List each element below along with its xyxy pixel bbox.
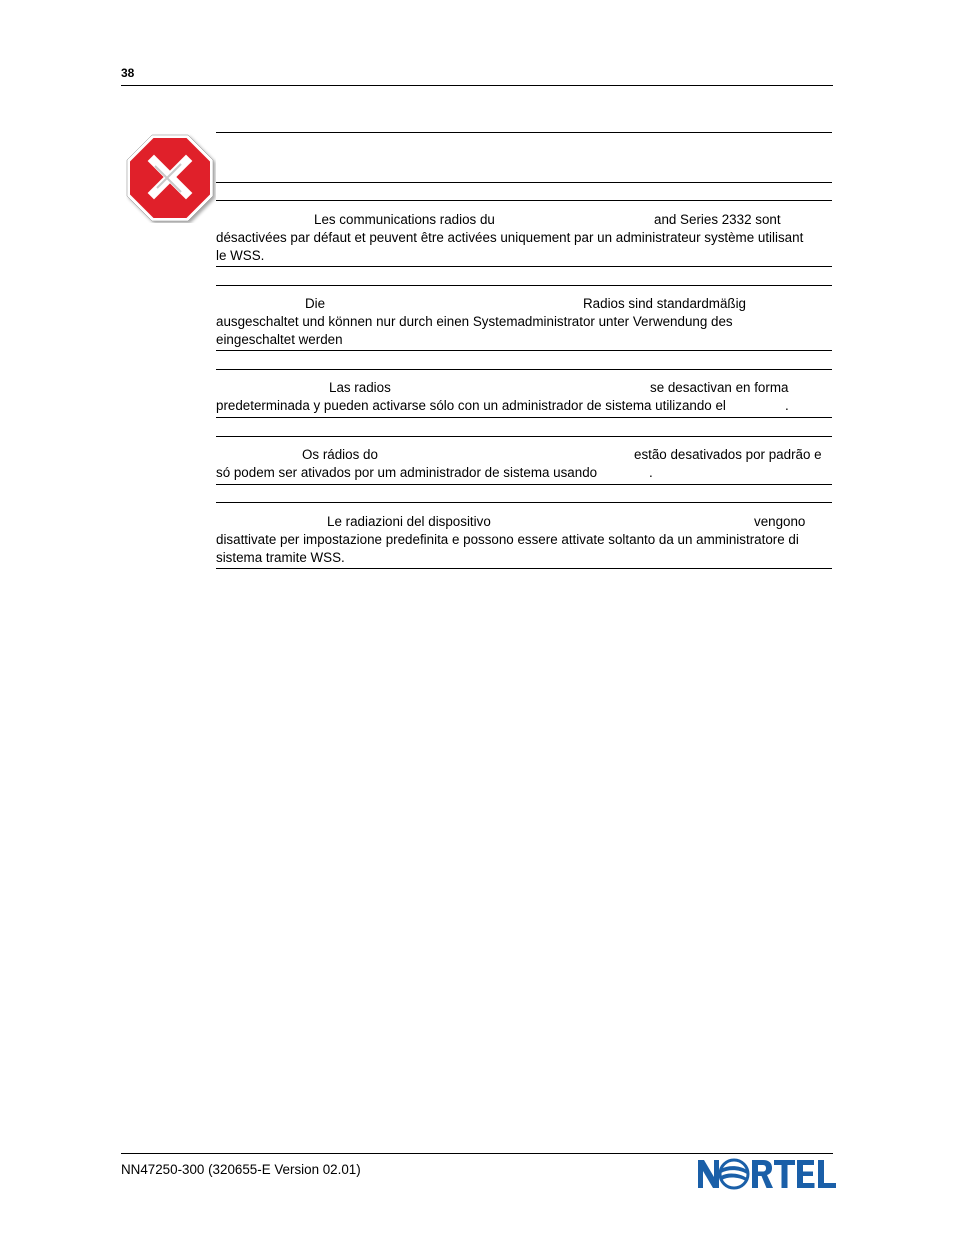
block-rule: [216, 417, 832, 418]
warning-french-line3: le WSS.: [216, 248, 265, 263]
warning-french-line2: désactivées par défaut et peuvent être activées uniquement par un administrateur système utilisant: [216, 230, 804, 245]
block-rule: [216, 350, 832, 351]
warning-german-line1b: Radios sind standardmäßig: [583, 296, 747, 311]
warning-italian-line2: disattivate per impostazione predefinita e possono essere attivate soltanto da un amministratore di: [216, 532, 799, 547]
stop-error-icon: [126, 133, 216, 223]
page-number: 38: [121, 66, 135, 80]
warning-german-line2: ausgeschaltet und können nur durch einen Systemadministrator unter Verwendung des: [216, 314, 733, 329]
warning-portuguese-line2: só podem ser ativados por um administrador de sistema usando: [216, 465, 598, 480]
warning-italian-line1a: Le radiazioni del dispositivo: [327, 514, 491, 529]
warning-french: [216, 211, 832, 265]
nortel-logo: [697, 1155, 837, 1193]
warning-italian-line1b: vengono: [754, 514, 806, 529]
warning-german-line1a: Die: [305, 296, 326, 311]
warning-title-rule-top: [216, 132, 832, 133]
block-rule: [216, 502, 832, 503]
warning-portuguese: [216, 446, 832, 482]
block-rule: [216, 200, 832, 201]
warning-portuguese-line2-end: .: [649, 465, 653, 480]
warning-italian-line3: sistema tramite WSS.: [216, 550, 345, 565]
block-rule: [216, 436, 832, 437]
warning-spanish-line2: predeterminada y pueden activarse sólo con un administrador de sistema utilizando el: [216, 398, 726, 413]
block-rule: [216, 484, 832, 485]
warning-french-line1b: and Series 2332 sont: [654, 212, 781, 227]
footer-rule: [121, 1153, 833, 1154]
warning-spanish-line1a: Las radios: [329, 380, 391, 395]
block-rule: [216, 568, 832, 569]
header-rule: [121, 85, 833, 86]
footer-document-id: NN47250-300 (320655-E Version 02.01): [121, 1162, 361, 1177]
block-rule: [216, 285, 832, 286]
warning-german: [216, 295, 832, 349]
warning-french-line1a: Les communications radios du: [314, 212, 495, 227]
warning-title-rule-bottom: [216, 182, 832, 183]
warning-spanish-line2-end: .: [785, 398, 789, 413]
warning-german-line3: eingeschaltet werden: [216, 332, 343, 347]
block-rule: [216, 266, 832, 267]
warning-spanish-line1b: se desactivan en forma: [650, 380, 789, 395]
warning-italian: [216, 513, 832, 567]
warning-portuguese-line1b: estão desativados por padrão e: [634, 447, 822, 462]
warning-portuguese-line1a: Os rádios do: [302, 447, 378, 462]
block-rule: [216, 369, 832, 370]
warning-spanish: [216, 379, 832, 415]
